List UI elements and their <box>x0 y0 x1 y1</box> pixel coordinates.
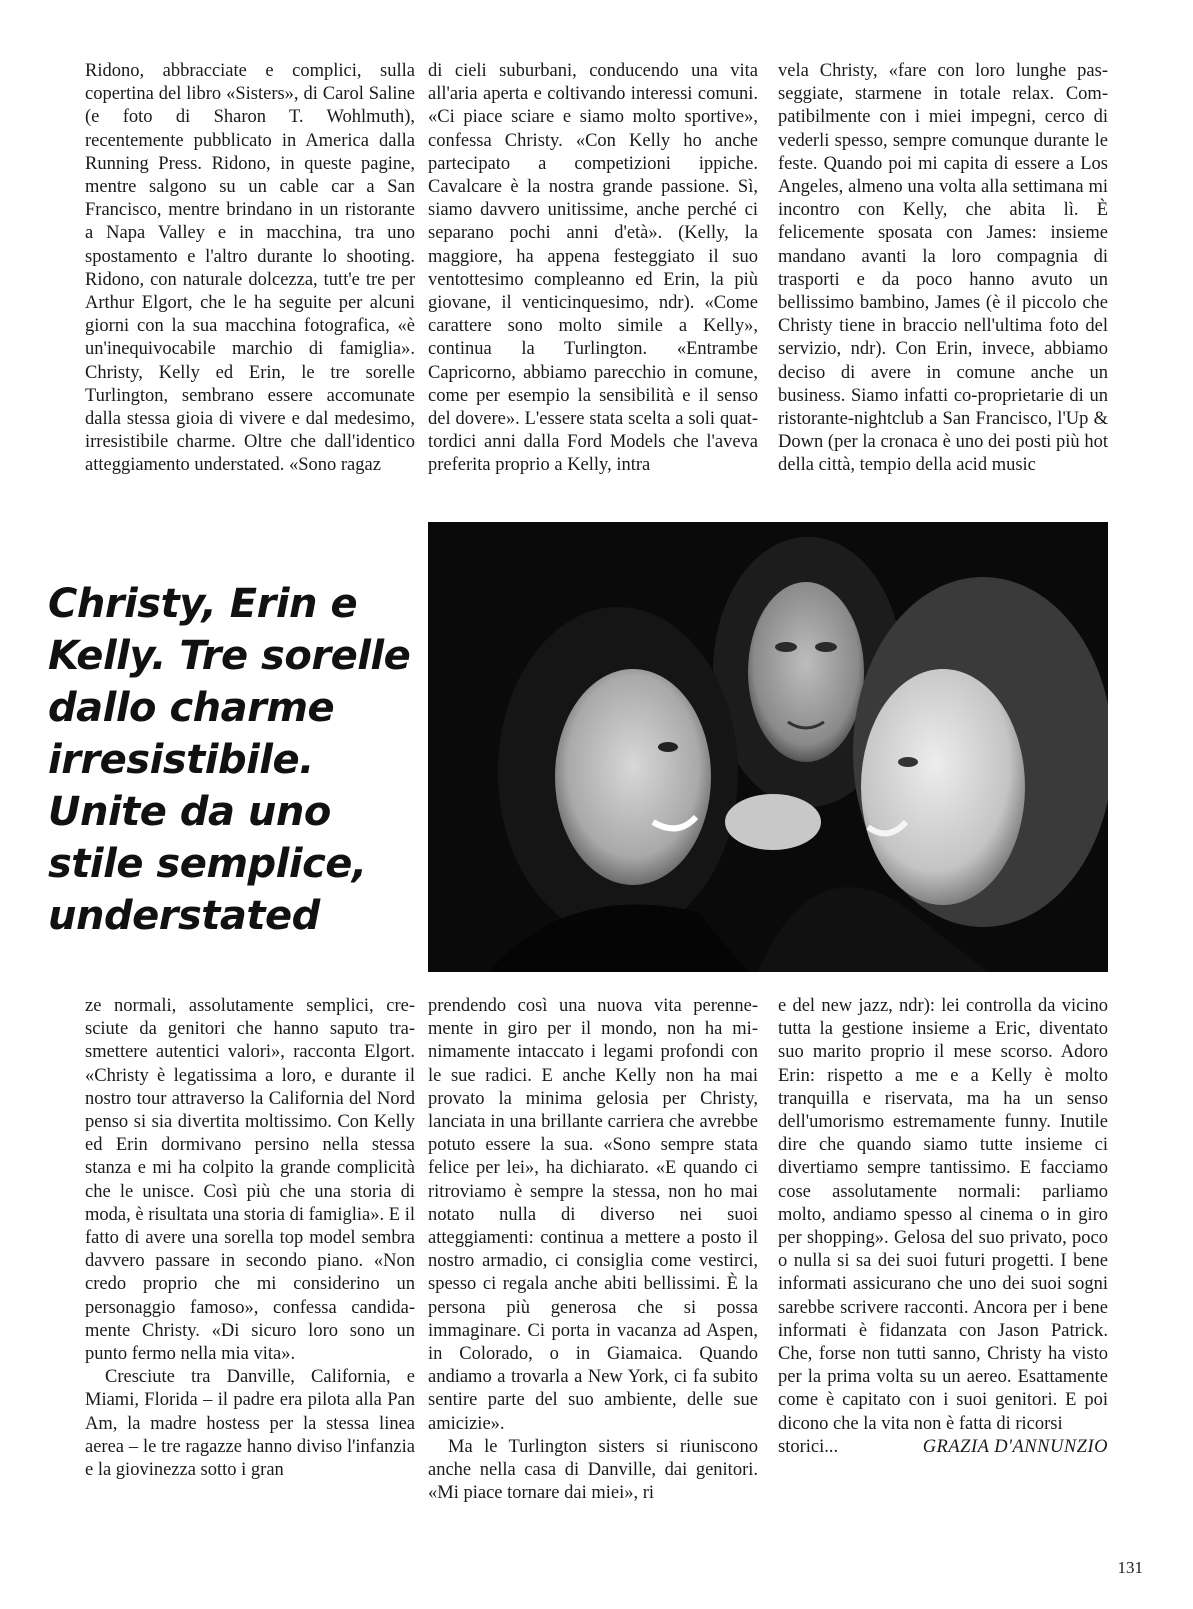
article-paragraph: Ridono, abbracciate e complici, sulla copertina del libro «Sisters», di Carol Saline (e foto di Sharon T. Wohlmuth), recentemente pubblicato in America dalla Running Press. Ridono, in queste pagine, mentre salgono su un cable car a San Francisco, mentre brindano in un ristorante a Napa Valley e in macchina, tra uno spostamento e l'altro durante lo shooting. Ridono, con naturale dolcezza, tutt'e tre per Arthur Elgort, che le ha seguite per alcuni giorni con la sua macchina fotografica, «è un'inequivocabile marchio di famiglia». Christy, Kelly ed Erin, le tre sorelle Turlington, sembrano essere accomunate dalla stessa gioia di vivere e dal medesimo, irresistibile charme. Oltre che dall'identico atteggiamento understated. «Sono ragaz <box>85 61 415 476</box>
sisters-photo <box>428 522 1108 972</box>
page-number: 131 <box>1117 1558 1143 1577</box>
pull-quote-line: Kelly. Tre sorelle <box>48 633 411 679</box>
article-paragraph: e del new jazz, ndr): lei controlla da vicino tutta la gestione insieme a Eric, diventato suo marito proprio il mese scorso. Adoro Erin: rispetto a me e a Kelly è molto tranquilla e riservata, ma ha un senso dell'umorismo estremamente funny. Inutile dire che quando siamo tutte insieme ci divertiamo sempre tantissimo. E facciamo cose assolutamente normali: parliamo molto, andiamo spesso al cinema o in giro per shopping». Gelosa del suo privato, poco o nulla si sa dei suoi futuri progetti. I bene informati assicurano che uno dei suoi sogni sarebbe scrivere racconti. Ancora per i bene informati è fidanzata con Jason Patrick. Che, forse non tutti sanno, Christy ha visto per la prima volta su un aereo. Esattamente come è capitato con i suoi genitori. E poi dicono che la vita non è fatta di ricorsi <box>778 996 1108 1434</box>
article-column-bottom-1 <box>85 995 415 1535</box>
article-paragraph: di cieli suburbani, conducendo una vita all'aria aperta e coltivando interessi comuni. «Ci piace sciare e siamo molto sportive», confessa Christy. «Con Kelly ho anche partecipato a competizioni ippiche. Cavalcare è la nostra grande passione. Sì, siamo davvero unitissime, anche perché ci separano pochi anni d'età». (Kelly, la maggiore, ha appena festeggiato il suo ventottesimo compleanno ed Erin, la più giovane, il venticinquesimo, ndr). «Come carattere sono molto simile a Kelly», continua la Turlington. «Entrambe Capricorno, abbiamo parecchio in comune, come per esempio la sensibilità e il senso del dovere». L'essere stata scelta a soli quattordici anni dalla Ford Models che l'aveva preferita proprio a Kelly, intra <box>428 61 758 476</box>
article-column-top-3 <box>778 60 1108 520</box>
article-paragraph: vela Christy, «fare con loro lunghe passeggiate, starmene in totale relax. Compatibilmente con i miei impegni, cerco di vederli spesso, sempre comunque durante le feste. Quando poi mi capita di essere a Los Angeles, almeno una volta alla settimana mi incontro con Kelly, che abita lì. È felicemente sposata con James: insieme mandano avanti la loro compagnia di trasporti e da poco hanno avuto un bellissimo bambino, James (è il piccolo che Christy tiene in braccio nell'ultima foto del servizio, ndr). Con Erin, invece, abbiamo deciso di avere in comune anche un business. Siamo infatti co-proprietarie di un ristorante-nightclub a San Francisco, l'Up & Down (per la cronaca è uno dei posti più hot della città, tempio della acid music <box>778 61 1108 476</box>
article-paragraph: Ma le Turlington sisters si riuniscono anche nella casa di Danville, dai genitori. «Mi piace tornare dai miei», ri <box>428 1436 758 1504</box>
article-paragraph: ze normali, assolutamente semplici, cresciute da genitori che hanno saputo trasmettere autentici valori», racconta Elgort. «Christy è legatissima a loro, e durante il nostro tour attraverso la California del Nord penso si sia divertita moltissimo. Con Kelly ed Erin dormivano persino nella stessa stanza e mi ha colpito la grande complicità che le unisce. Così più che una storia di moda, è risultata una storia di famiglia». E il fatto di avere una sorella top model sembra davvero passare in secondo piano. «Non credo proprio che mi considerino un personaggio famoso», confessa candidamente Christy. «Di sicuro loro sono un punto fermo nella mia vita». <box>85 996 415 1365</box>
article-paragraph: Cresciute tra Danville, California, e Miami, Florida – il padre era pilota alla Pan Am, la madre hostess per la stessa linea aerea – le tre ragazze hanno diviso l'infanzia e la giovinezza sotto i gran <box>85 1367 415 1481</box>
article-column-bottom-3 <box>778 995 1108 1535</box>
article-column-top-1 <box>85 60 415 520</box>
pull-quote <box>48 578 428 942</box>
article-paragraph: prendendo così una nuova vita perennemente in giro per il mondo, non ha minimamente intaccato i legami profondi con le sue radici. E anche Kelly non ha mai provato la minima gelosia per Christy, lanciata in una brillante carriera che avrebbe potuto essere la sua. «Sono sempre stata felice per lei», ha dichiarato. «E quando ci ritroviamo è sempre la stessa, non ho mai notato nulla di diverso nei suoi atteggiamenti: continua a mettere a posto il nostro armadio, ci consiglia come vestirci, spesso ci regala anche abiti bellissimi. È la persona più generosa che si possa immaginare. Ci porta in vacanza ad Aspen, in Colorado, o in Giamaica. Quando andiamo a trovarla a New York, ci fa subito sentire parte del suo ambiente, delle sue amicizie». <box>428 996 758 1434</box>
pull-quote-line: irresistibile. <box>48 737 314 783</box>
article-column-top-2 <box>428 60 758 520</box>
byline <box>778 1436 1108 1459</box>
pull-quote-line: Christy, Erin e <box>48 581 358 627</box>
pull-quote-line: dallo charme <box>48 685 335 731</box>
photo-illustration <box>428 522 1108 972</box>
author-name: GRAZIA D'ANNUNZIO <box>922 1436 1108 1457</box>
closing-text: storici... <box>778 1436 839 1457</box>
pull-quote-line: understated <box>48 893 320 939</box>
article-column-bottom-2 <box>428 995 758 1535</box>
pull-quote-line: Unite da uno <box>48 789 331 835</box>
pull-quote-line: stile semplice, <box>48 841 367 887</box>
